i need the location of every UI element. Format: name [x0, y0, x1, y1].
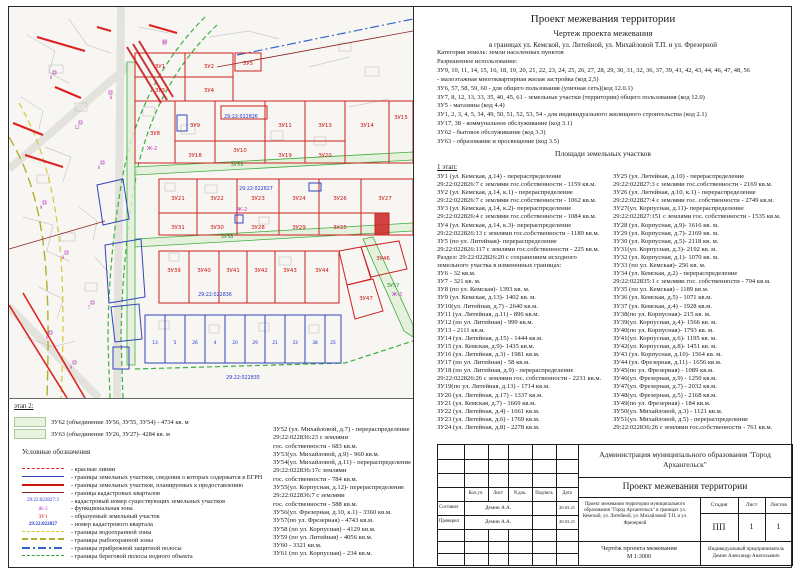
map-label: 7 [87, 305, 91, 310]
list-line: Раздел: 29:22:022826:20 с сохранением исходного [437, 253, 577, 261]
map-label: 29:22:022826 [224, 115, 258, 120]
list-line: ЗУ13 - 2111 кв.м. [437, 326, 486, 334]
tb-sheets-col: Листов [770, 502, 787, 508]
legend-label: - границы прибрежной защитной полосы [71, 544, 182, 552]
list-line: ЗУ35 (по ул. Кемская) - 1189 кв.м. [613, 286, 709, 294]
list-line: ЗУ29 (ул. Корпусная, д.7)- 2169 кв. м. [613, 229, 719, 237]
tb-stage-value: ПП [712, 522, 726, 532]
legend-swatch-text-blue: 29:22:022827:3 [27, 497, 59, 503]
map-label: ЗУ43 [283, 268, 297, 274]
list-line: Категория земель: земли населенных пунктов [437, 49, 564, 56]
map-label: ЗУ57 [386, 283, 400, 289]
list-line: ЗУ63 - образование и просвещение (код 3.5) [437, 138, 560, 146]
map-label: Ж-2 [146, 146, 158, 152]
list-line: ЗУ7 - 321 кв. м. [437, 278, 481, 286]
legend-label: - границы водоохранной зоны [71, 528, 152, 536]
list-line: ЗУ41(ул. Корпусная, д.6)- 1195 кв. м. [613, 334, 717, 342]
list-line: ЗУ56(ул. Фрезерная, д.10, к.1) - 3360 кв.м. [273, 508, 392, 516]
legend-label: - кадастровый номер существующих земельных участков [71, 497, 226, 505]
map-label: ЗУ19 [278, 153, 292, 159]
map-label: ЗУ25 [333, 225, 347, 231]
list-line: 29:22:022836:17с землями [273, 467, 347, 475]
list-line: ЗУ6, 57, 58, 59, 60 - для общего пользования (уличная сеть)(код 12.0.1) [437, 84, 633, 92]
map-label: 29:22:022827 [239, 187, 273, 192]
list-line: гос. собственности - 784 кв.м. [273, 475, 358, 483]
stage2-item-label: ЗУ62 (объединение ЗУ56, ЗУ55, ЗУ54) - 4734 кв. м [51, 418, 189, 426]
map-label: ЗУ44 [315, 268, 329, 274]
list-line: 29:22:022826:26 с землями гос. собственности - 2231 кв.м. [437, 375, 602, 383]
list-line: ЗУ25 (ул. Литейная, д.10) - перераспределение [613, 173, 745, 180]
list-line: ЗУ24 (ул. Литейная, д.8) - 2278 кв.м. [437, 423, 540, 431]
map-label: ЗУ13 [318, 123, 332, 129]
map-label: ЗУ42 [254, 268, 268, 274]
list-line: ЗУ61 (по ул. Корпусная) - 234 кв.м. [273, 550, 373, 558]
map-label: ЗУ21 [171, 196, 185, 202]
map-label: ЗУ10 [233, 148, 247, 154]
tb-row1-role: Составил [439, 505, 459, 510]
list-line: ЗУ31(ул. Корпусная, д.3)- 2192 кв. м. [613, 245, 718, 253]
list-line: 29:22:022836:26 с землями гос.собственности - 761 кв.м. [613, 423, 773, 431]
map-label: ЗУ22 [210, 196, 224, 202]
list-line: 29:22:022836:7 с землями [273, 492, 345, 500]
legend-label: - красные линии [71, 465, 116, 473]
tb-scale: М 1:3000 [626, 553, 652, 560]
list-line: ЗУ6 - 32 кв.м. [437, 270, 476, 278]
list-line: ЗУ14 (ул. Литейная, д.15) - 1444 кв.м. [437, 334, 543, 342]
legend-swatch-red-dash [22, 465, 64, 473]
cadastral-map [9, 7, 413, 398]
map-label: 8 [49, 75, 53, 80]
list-line: 29:22:022826:4 с землями гос.собственности - 1084 кв.м. [437, 213, 597, 221]
tb-sheet-col: Лист [745, 502, 758, 508]
map-label: б [97, 165, 101, 170]
map-label: 20 [232, 341, 238, 346]
list-line: ЗУ48(ул. Фрезерная, д.5) - 2168 кв.м. [613, 391, 717, 399]
stage2-item-label: ЗУ63 (объединение ЗУ26, ЗУ27)- 4284 кв. м [51, 430, 170, 438]
map-label: 21 [272, 341, 278, 346]
map-label: ЗУ26 [333, 196, 347, 202]
list-line: ЗУ4 (ул. Кемская, д.14, к.3)- перераспределение [437, 221, 572, 229]
list-line: 29:22:022827:151 с землями гос. собственности - 1535 кв.м. [613, 213, 781, 221]
map-label: ЗУ9 [189, 123, 201, 129]
map-bottom-rule [8, 398, 414, 399]
list-line: ЗУ62 - бытовое обслуживание (код 3.3) [437, 129, 546, 137]
map-label: ЗУ46 [376, 256, 390, 262]
tb-organization: Администрация муниципального образования "Город Архангельск" [599, 450, 771, 469]
map-label: 12 [162, 39, 168, 44]
map-label: Ж-2 [236, 207, 248, 213]
map-label: 4 [213, 341, 217, 346]
map-label: ЗУ27 [378, 196, 392, 202]
category-block [437, 49, 791, 147]
list-line: 29:22:022826:7 с землями гос.собственности - 1159 кв.м. [437, 181, 597, 189]
stage2-item [14, 413, 189, 426]
list-line: ЗУ57(по ул. Фрезерная) - 4743 кв.м. [273, 517, 374, 525]
legend-swatch-red-thick [22, 481, 64, 489]
legend-item [22, 460, 262, 473]
legend-label: - номер кадастрового квартала [71, 521, 153, 529]
page-title: Проект межевания территории [530, 13, 676, 25]
list-line: гос. собственности - 588 кв.м. [273, 500, 358, 508]
list-line: ЗУ8 (по ул. Кемская)- 1393 кв. м. [437, 286, 530, 294]
list-line: ЗУ3 (ул. Кемская, д.14, к.2)- перераспределение [437, 205, 572, 213]
map-label: ЗУ4 [203, 88, 215, 94]
tb-col-koluch: Кол.уч. [468, 491, 484, 496]
list-line: ЗУ46(ул. Фрезерная, д.9) - 1250 кв.м. [613, 375, 717, 383]
areas-header: Площади земельных участков [555, 149, 651, 158]
list-line: ЗУ27(ул. Корпусная, д.11)- перераспределение [613, 205, 744, 213]
tb-sheets-value: 1 [776, 522, 781, 531]
list-line: ЗУ1 (ул. Кемская, д.14) - перераспределение [437, 173, 562, 180]
legend-swatch-text-blue-bold: 29:22:022827 [28, 521, 58, 527]
list-line: 29:22:022835:1 с землями гос. собственности - 794 кв.м. [613, 278, 771, 286]
list-line: ЗУ1, 2, 3, 4, 5, 34, 49, 50, 51, 52, 53, 54 - для индивидуального жилищного строительства (код 2.1) [437, 111, 707, 119]
list-line: ЗУ12 (по ул. Литейная) - 999 кв.м. [437, 318, 534, 326]
map-label: ЗУ20 [318, 153, 332, 159]
list-line: ЗУ40(по ул. Корпусная)- 1793 кв. м. [613, 326, 714, 334]
list-line: ЗУ49(по ул. Фрезерная) - 184 кв.м. [613, 399, 711, 407]
list-line: ЗУ11 (ул. Литейная, д.11) - 896 кв.м. [437, 310, 540, 318]
tb-row2-name: Демин А.А. [484, 519, 512, 525]
legend-swatch-text-magenta: Ж-2 [38, 505, 48, 512]
parcel-list-col1 [437, 173, 615, 432]
map-label: 12 [74, 125, 80, 130]
map-label: ЗУ30 [210, 225, 224, 231]
map-label: ЗУ18 [188, 153, 202, 159]
list-line: ЗУ17 (по ул. Литейная) - 58 кв.м. [437, 359, 530, 367]
list-line: 29:22:022836:23 с землями [273, 434, 349, 442]
list-line: ЗУ5 (по ул. Литейная)- перераспределение [437, 237, 557, 245]
legend-swatch-darkred-line [22, 489, 64, 497]
parcel-list-col2 [613, 173, 793, 432]
list-line: ЗУ55(ул. Корпусная, д.12)- перераспределение [273, 484, 405, 492]
list-line: ЗУ5 - магазины (код 4.4) [437, 102, 505, 110]
list-line: ЗУ60 - 3321 кв.м. [273, 542, 322, 550]
map-label: 8 [61, 255, 65, 260]
map-label: 9 [69, 365, 73, 370]
list-line: ЗУ7, 8, 12, 13, 33, 35, 40, 45, 61 - земельные участки (территории) общего пользования (код 12.0) [437, 93, 705, 101]
list-line: ЗУ38(по ул. Корпусная)- 215 кв. м. [613, 310, 711, 318]
stage2-item [14, 425, 189, 438]
legend-label: - граница кадастровых кварталов [71, 489, 161, 497]
map-label: б [45, 335, 49, 340]
map-label: ЗУ31 [171, 225, 185, 231]
list-line: ЗУ53(ул. Михайловой, д.9) - 960 кв.м. [273, 450, 380, 458]
list-line: земельного участка в измененных границах: [437, 262, 562, 270]
tb-col-podpis: Подпись [535, 491, 553, 496]
boundaries-line: в границах ул. Кемской, ул. Литейной, ул. Михайловой Т.П. и ул. Фрезерной [488, 41, 718, 49]
tb-doc-title: Проект межевания территории [622, 482, 748, 492]
map-label: 9 [39, 205, 43, 210]
legend-swatch-text-red: ЗУ1 [38, 513, 48, 520]
map-label: 5 [173, 341, 177, 346]
legend-title: Условные обозначения [22, 448, 91, 456]
list-line: ЗУ18 (по ул. Литейная, д.9) - перераспределение [437, 367, 574, 375]
map-label: ЗУ40 [197, 268, 211, 274]
stage2-rows [14, 413, 189, 438]
list-line: ЗУ58 (по ул. Корпусная) - 4129 кв.м. [273, 525, 376, 533]
map-label: 8 [109, 95, 113, 100]
map-label: 29:22:022836 [198, 293, 232, 298]
map-label: 13 [152, 341, 158, 346]
map-label: ЗУ2 [203, 64, 215, 70]
legend-rows [22, 460, 263, 560]
list-line: ЗУ59 (по ул. Литейная) - 4056 кв.м. [273, 533, 373, 541]
list-line: ЗУ10(ул. Литейная, д.7) - 2640 кв.м. [437, 302, 538, 310]
list-line: ЗУ15 (ул. Кемская, д.9)- 1435 кв.м. [437, 342, 535, 350]
list-line: 29:22:022826:13 с землями гос.собственности - 1189 кв.м. [437, 229, 600, 237]
list-line: 29:22:022826:117 с землями гос.собственности - 225 кв.м. [437, 245, 600, 253]
map-label: ЗУ29 [292, 225, 306, 231]
legend-label: - функциональная зона [71, 505, 133, 513]
map-label: ЗУ59 [230, 162, 244, 168]
list-line: ЗУ45(по ул. Фрезерная) - 1089 кв.м. [613, 367, 714, 375]
list-line: ЗУ42(ул. Корпусная, д.8)- 1451 кв. м. [613, 342, 718, 350]
tb-row1-date: 20.03.21 [558, 505, 576, 510]
list-line: ЗУ51(ул. Михайловой, д.5) - перераспределение [613, 415, 748, 423]
tb-sheet-value: 1 [749, 522, 754, 531]
list-line: ЗУ22 (ул. Литейная, д.4) - 1661 кв.м. [437, 407, 540, 415]
legend-swatch-green-dash [22, 552, 64, 560]
list-line: ЗУ36 (ул. Кемская, д.5) - 1071 кв.м. [613, 294, 712, 302]
tb-stage-col: Стадия [710, 502, 728, 508]
tb-description: Проект межевания территории муниципального образования "Город Архангельск" в границах ул. Кемской, ул. Литейной, ул. Михайловой Т.П. и ул. Фрезерной [582, 502, 688, 526]
list-line: ЗУ52 (ул. Михайловой, д.7) - перераспределение [273, 426, 410, 433]
list-line: ЗУ28 (ул. Корпусная, д.9)- 1616 кв. м. [613, 221, 719, 229]
map-label: 26 [192, 341, 198, 346]
tb-col-list: Лист [492, 491, 504, 496]
map-label: ЗУ5 [242, 61, 254, 67]
list-line: ЗУ17, 38 - коммунальное обслуживание (код 3.1) [437, 120, 573, 128]
legend-label: - границы земельных участков, планируемых к предоставлению [71, 481, 244, 489]
green-parcel-swatch [14, 429, 46, 439]
list-line: ЗУ21 (ул. Кемская, д.7) - 1669 кв.м. [437, 399, 536, 407]
list-line: ЗУ44 (ул. Фрезерная, д.11) - 1656 кв.м. [613, 359, 722, 367]
list-line: гос. собственности - 683 кв.м. [273, 442, 358, 450]
map-label: 29:22:022835 [226, 376, 260, 381]
map-label: 29 [252, 341, 258, 346]
stage2-block [14, 403, 189, 438]
legend-label: - границы береговой полосы водного объекта [71, 552, 193, 560]
map-label: ЗУ24 [292, 196, 306, 202]
tb-drawing-title: Чертёж проекта межевания [601, 545, 677, 552]
list-line: ЗУ20 (ул. Литейная, д.17) - 1337 кв.м. [437, 391, 543, 399]
list-line: ЗУ9 (ул. Кемская, д.13)- 1402 кв. м. [437, 294, 536, 302]
parcel-list-col3 [273, 426, 413, 559]
map-label: ЗУ28 [251, 225, 265, 231]
legend-label: - границы земельных участков, сведения о которых содержатся в ЕГРН [71, 473, 263, 481]
map-label: ЗУ47 [359, 296, 373, 302]
list-line: ЗУ34 (ул. Кемская, д.2) - перераспределение [613, 270, 738, 278]
list-line: ЗУ47(ул. Фрезерная, д.7) - 2032 кв.м. [613, 383, 717, 391]
list-line: ЗУ39(ул. Корпусная, д.4)- 1566 кв. м. [613, 318, 718, 326]
map-label: ЗУ58 [220, 234, 234, 240]
list-line: ЗУ37 (ул. Кемская, д.4) - 1928 кв.м. [613, 302, 712, 310]
list-line: ЗУ33 (по ул. Кемская)- 256 кв. м. [613, 262, 706, 270]
list-line: ЗУ30 (ул. Корпусная, д.5)- 2118 кв. м. [613, 237, 719, 245]
map-label: ЗУ39 [167, 268, 181, 274]
map-label: 33 [292, 341, 298, 346]
map-label: Ж-2 [391, 292, 403, 298]
tb-row2-date: 20.03.21 [558, 519, 576, 524]
list-line: ЗУ26 (ул. Литейная, д.10, к.1) - перераспределение [613, 189, 756, 197]
list-line: ЗУ43 (ул. Корпусная, д.10)- 1564 кв. м. [613, 351, 722, 359]
map-label: ЗУ14 [360, 123, 374, 129]
tb-row1-name: Демин А.А. [484, 505, 512, 511]
legend [22, 448, 263, 560]
map-label: ЗУ1 [154, 64, 166, 70]
list-line: ЗУ54(ул. Михайловой, д.11) - перераспределение [273, 459, 412, 467]
list-line: ЗУ16 (ул. Литейная, д.3) - 1981 кв.м. [437, 351, 540, 359]
list-line: ЗУ19(по ул. Литейная, д.13) - 1714 кв.м. [437, 383, 550, 391]
list-line: ЗУ32 (ул. Корпусная, д.1)- 1070 кв. м. [613, 253, 719, 261]
map-label: ЗУ41 [226, 268, 240, 274]
stage1-label: 1 этап: [437, 163, 458, 171]
list-line: ЗУ2 (ул. Кемская, д.14, к.1) - перераспределение [437, 189, 573, 197]
page-subtitle: Чертеж проекта межевания [553, 28, 653, 38]
legend-swatch-blue-line [22, 473, 64, 481]
legend-label: - образуемый земельный участок [71, 513, 160, 521]
list-line: ЗУ9, 10, 11, 14, 15, 16, 18, 19, 20, 21, 22, 23, 24, 25, 26, 27, 28, 29, 30, 31, 32, 36, 37, 39, 41, 42, 43, 44, 46, 47, 48, 56 [437, 66, 750, 74]
legend-swatch-yellow-dash [22, 528, 64, 536]
map-label: ЗУ23 [251, 196, 265, 202]
tb-drawing-name [578, 541, 700, 565]
map-label: ЗУ11 [278, 123, 292, 129]
map-label: ЗУ3 [154, 88, 166, 94]
list-line: ЗУ23 (ул. Литейная, д.6) - 1769 кв.м. [437, 415, 540, 423]
map-label: ЗУ8 [149, 131, 161, 137]
list-line: ЗУ50(ул. Михайловой, д.3) - 1121 кв.м. [613, 407, 723, 415]
legend-swatch-olive-dash [22, 536, 64, 544]
title-block [437, 444, 793, 566]
legend-swatch-blue-dashdot [22, 544, 64, 552]
list-line: - малоэтажная многоквартирная жилая застройка (код 2,5) [437, 75, 599, 83]
list-line: 29:22:022827:3 с землями гос.собственности - 2169 кв.м. [613, 181, 773, 189]
map-label: 25 [330, 341, 336, 346]
list-line: 29:22:022827:4 с землями гос. собственности - 2749 кв.м. [613, 197, 774, 205]
tb-row2-role: Проверил [439, 519, 459, 524]
legend-label: - границы рыбоохранной зоны [71, 536, 153, 544]
list-line: Разрешенное использование: [437, 57, 518, 65]
tb-executor: Индивидуальный предприниматель Демин Александр Анатольевич [708, 547, 784, 559]
map-label: ЗУ15 [394, 115, 408, 121]
list-line: 29:22:022826:7 с землями гос.собственности - 1062 кв.м. [437, 197, 597, 205]
stage2-label: этап 2: [14, 403, 34, 410]
tb-col-data: Дата [562, 491, 572, 496]
map-label: 38 [312, 341, 318, 346]
tb-col-ndok: N.док. [513, 491, 527, 496]
